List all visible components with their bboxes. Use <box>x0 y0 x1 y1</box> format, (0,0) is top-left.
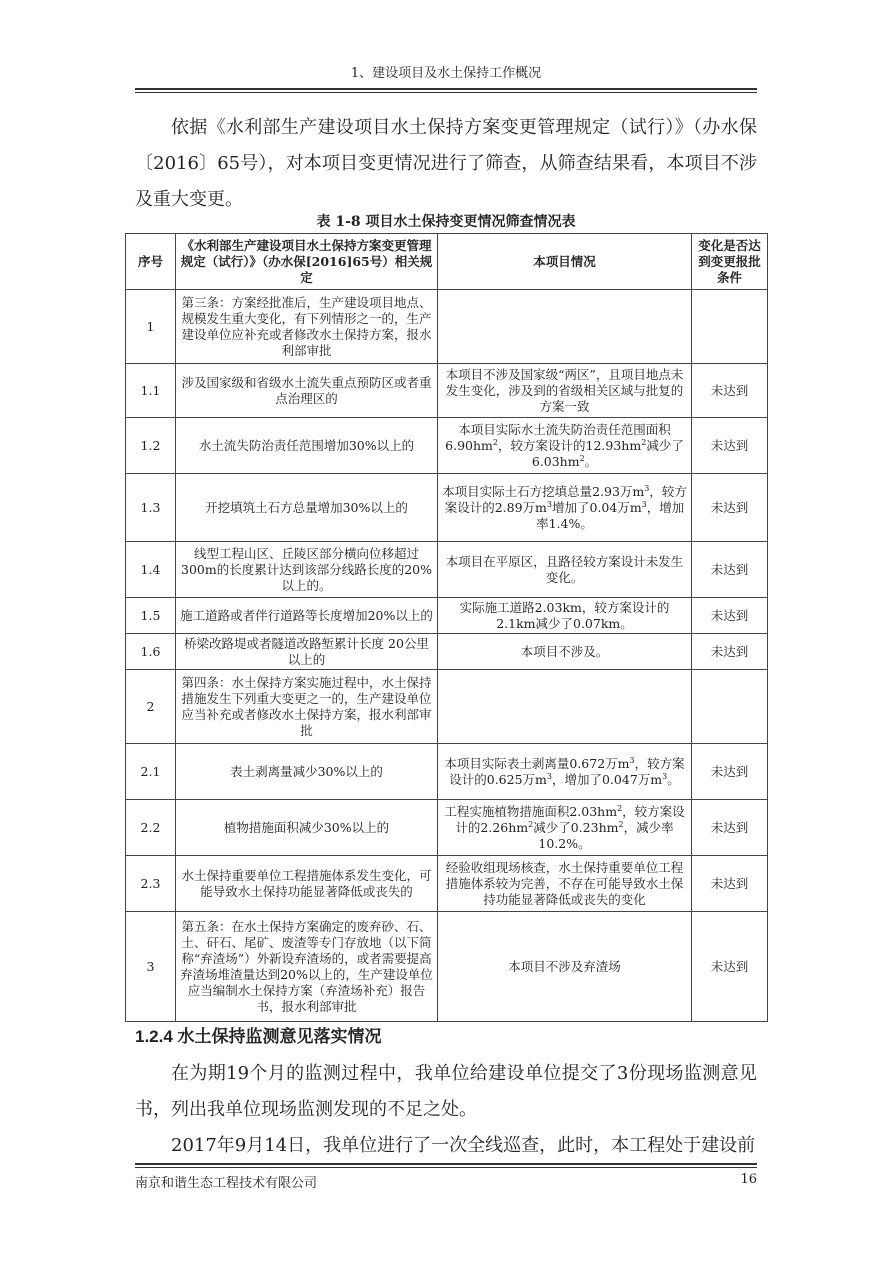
table-row <box>126 634 768 670</box>
table-caption: 表 1-8 项目水土保持变更情况筛查情况表 <box>316 214 576 230</box>
header-rule <box>135 88 757 90</box>
cell-no: 1.2 <box>126 418 176 474</box>
page-number: 16 <box>740 1172 757 1187</box>
table-row <box>126 800 768 856</box>
footer-rule-thin <box>135 1167 757 1168</box>
cell-no: 1.6 <box>126 634 176 670</box>
header-situation: 本项目情况 <box>438 234 692 290</box>
cell-result: 未达到 <box>692 912 768 1022</box>
header-rule: 《水利部生产建设项目水土保持方案变更管理规定（试行）》（办水保[2016]65号）相关规定 <box>176 234 438 290</box>
cell-result <box>692 670 768 744</box>
cell-no: 3 <box>126 912 176 1022</box>
cell-result: 未达到 <box>692 418 768 474</box>
cell-result: 未达到 <box>692 800 768 856</box>
cell-rule: 表土剥离量减少30%以上的 <box>176 744 438 800</box>
cell-situation: 本项目不涉及国家级“两区”，且项目地点未发生变化，涉及到的省级相关区域与批复的方案一致 <box>438 364 692 418</box>
cell-no: 2.3 <box>126 856 176 912</box>
cell-rule: 植物措施面积减少30%以上的 <box>176 800 438 856</box>
cell-rule: 第四条：水土保持方案实施过程中，水土保持措施发生下列重大变更之一的，生产建设单位应当补充或者修改水土保持方案，报水利部审批 <box>176 670 438 744</box>
cell-result: 未达到 <box>692 474 768 542</box>
cell-no: 1.3 <box>126 474 176 542</box>
cell-no: 1.1 <box>126 364 176 418</box>
cell-rule: 第三条：方案经批准后，生产建设项目地点、规模发生重大变化，有下列情形之一的，生产建设单位应补充或者修改水土保持方案，报水利部审批 <box>176 290 438 364</box>
table-header-row <box>126 234 768 290</box>
cell-rule: 第五条：在水土保持方案确定的废弃砂、石、土、矸石、尾矿、废渣等专门存放地（以下简称“弃渣场”）外新设弃渣场的，或者需要提高弃渣场堆渣量达到20%以上的，生产建设单位应当编制水土保持方案（弃渣场补充）报告书，报水利部审批 <box>176 912 438 1022</box>
cell-situation: 本项目不涉及弃渣场 <box>438 912 692 1022</box>
cell-rule: 开挖填筑土石方总量增加30%以上的 <box>176 474 438 542</box>
table-row <box>126 474 768 542</box>
cell-situation: 本项目在平原区，且路径较方案设计未发生变化。 <box>438 542 692 598</box>
header-result: 变化是否达到变更报批条件 <box>692 234 768 290</box>
table-row <box>126 542 768 598</box>
cell-no: 1.4 <box>126 542 176 598</box>
table-row <box>126 856 768 912</box>
section-paragraph: 2017年9月14日，我单位进行了一次全线巡查，此时，本工程处于建设前 <box>171 1135 756 1156</box>
section-paragraph: 在为期19个月的监测过程中，我单位给建设单位提交了3份现场监测意见书，列出我单位现场监测发现的不足之处。 <box>135 1063 757 1120</box>
cell-result: 未达到 <box>692 364 768 418</box>
cell-rule: 施工道路或者伴行道路等长度增加20%以上的 <box>176 598 438 634</box>
cell-situation: 实际施工道路2.03km，较方案设计的2.1km减少了0.07km。 <box>438 598 692 634</box>
cell-no: 2 <box>126 670 176 744</box>
cell-rule: 水土流失防治责任范围增加30%以上的 <box>176 418 438 474</box>
cell-situation: 本项目不涉及。 <box>438 634 692 670</box>
cell-rule: 桥梁改路堤或者隧道改路堑累计长度 20公里以上的 <box>176 634 438 670</box>
table-row <box>126 418 768 474</box>
cell-no: 1.5 <box>126 598 176 634</box>
table-row <box>126 290 768 364</box>
footer-rule <box>135 1163 757 1165</box>
cell-no: 2.1 <box>126 744 176 800</box>
table-row <box>126 744 768 800</box>
cell-rule: 线型工程山区、丘陵区部分横向位移超过300m的长度累计达到该部分线路长度的20%以上的。 <box>176 542 438 598</box>
table-row <box>126 598 768 634</box>
cell-rule: 涉及国家级和省级水土流失重点预防区或者重点治理区的 <box>176 364 438 418</box>
cell-no: 1 <box>126 290 176 364</box>
cell-situation: 经验收组现场核查，水土保持重要单位工程措施体系较为完善，不存在可能导致水土保持功能显著降低或丧失的变化 <box>438 856 692 912</box>
table-row <box>126 670 768 744</box>
footer-company: 南京和谐生态工程技术有限公司 <box>135 1176 318 1191</box>
cell-result: 未达到 <box>692 598 768 634</box>
header-rule-thin <box>135 92 757 93</box>
section-heading: 1.2.4 水土保持监测意见落实情况 <box>135 1027 382 1046</box>
cell-situation <box>438 290 692 364</box>
table-row <box>126 364 768 418</box>
cell-result: 未达到 <box>692 542 768 598</box>
cell-situation: 本项目实际水土流失防治责任范围面积$6.90hm^2$，较方案设计的$12.93hm^2$减少了$6.03hm^2$。 <box>438 418 692 474</box>
cell-situation <box>438 670 692 744</box>
cell-result: 未达到 <box>692 856 768 912</box>
cell-situation: 工程实施植物措施面积$2.03hm^2$，较方案设计的$2.26hm^2$减少了$0.23hm^2$，减少率10.2%。 <box>438 800 692 856</box>
cell-situation: 本项目实际土石方挖填总量2.93万$m^3$，较方案设计的2.89万$m^3$增加了0.04万$m^3$，增加率1.4%。 <box>438 474 692 542</box>
cell-result: 未达到 <box>692 744 768 800</box>
cell-result <box>692 290 768 364</box>
cell-rule: 水土保持重要单位工程措施体系发生变化，可能导致水土保持功能显著降低或丧失的 <box>176 856 438 912</box>
intro-paragraph: 依据《水利部生产建设项目水土保持方案变更管理规定（试行）》（办水保〔2016〕65号），对本项目变更情况进行了筛查，从筛查结果看，本项目不涉及重大变更。 <box>135 117 757 210</box>
cell-situation: 本项目实际表土剥离量0.672万$m^3$，较方案设计的0.625万$m^3$，增加了0.047万$m^3$。 <box>438 744 692 800</box>
page-header-title: 1、建设项目及水土保持工作概况 <box>350 66 542 81</box>
header-no: 序号 <box>126 234 176 290</box>
cell-no: 2.2 <box>126 800 176 856</box>
screening-table <box>125 233 768 1022</box>
table-row <box>126 912 768 1022</box>
cell-result: 未达到 <box>692 634 768 670</box>
